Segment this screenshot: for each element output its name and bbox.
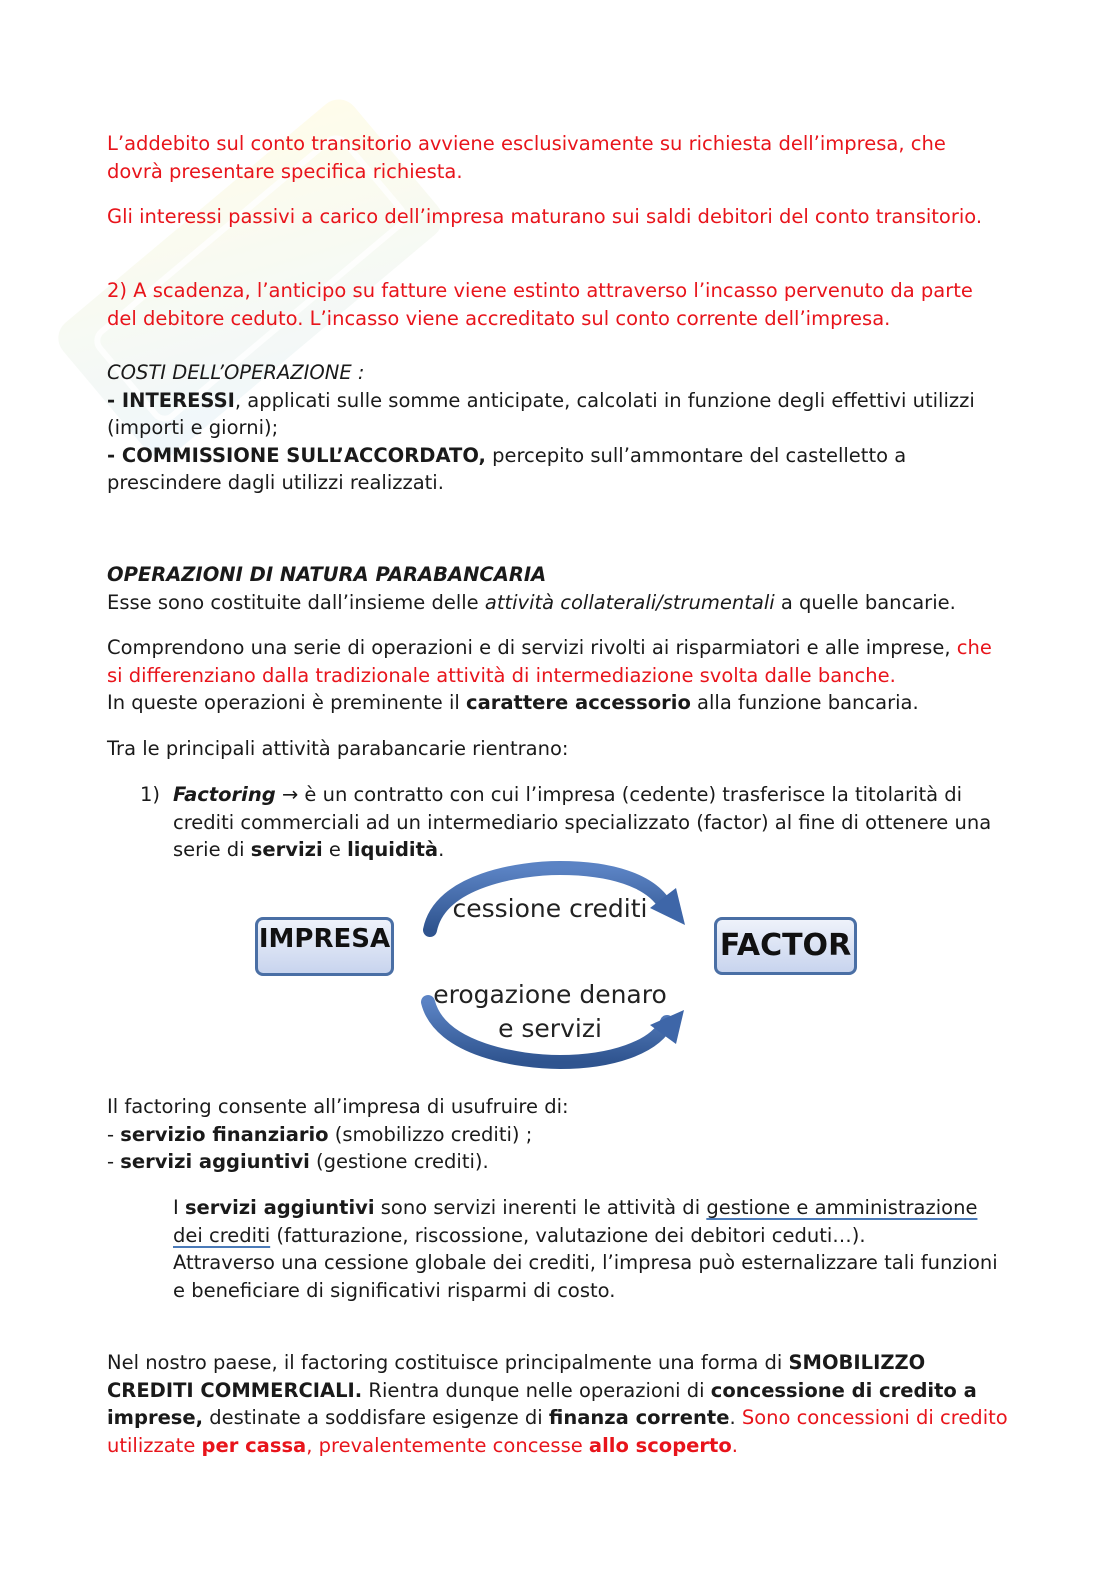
- factoring-definition: è un contratto con cui l’impresa (cedente) trasferisce la titolarità di crediti commerciali ad un intermediario specializzato (factor) al fine di ottenere una serie di: [173, 783, 992, 861]
- smobilizzo-crediti: SMOBILIZZO CREDITI COMMERCIALI.: [107, 1351, 926, 1402]
- preminente-end: alla funzione bancaria.: [690, 691, 919, 714]
- aggiuntivi-section: [173, 1194, 1013, 1304]
- servizio-finanziario-desc: (smobilizzo crediti) ;: [328, 1122, 533, 1146]
- factoring-term: Factoring: [173, 783, 276, 806]
- paragraph-addebito-text: L’addebito sul conto transitorio avviene esclusivamente su richiesta dell’impresa, che dovrà presentare specifica richiesta.: [107, 132, 946, 183]
- right-arrow-icon: →: [281, 783, 299, 806]
- allo-scoperto: allo scoperto: [588, 1433, 732, 1457]
- tra-le-principali: Tra le principali attività parabancarie rientrano:: [107, 737, 569, 760]
- per-cassa: per cassa: [201, 1433, 307, 1457]
- dash-1: -: [107, 1122, 121, 1146]
- servizi-aggiuntivi-desc: (gestione crediti).: [309, 1150, 489, 1173]
- parabancarie-intro-a: Esse sono costituite dall’insieme delle: [107, 590, 485, 614]
- impresa-box: IMPRESA: [255, 917, 394, 976]
- consente-intro: Il factoring consente all’impresa di usufruire di:: [107, 1095, 569, 1118]
- gestione-amministrazione-crediti: gestione e amministrazione dei crediti: [173, 1196, 978, 1247]
- costi-item-commissione-label: - COMMISSIONE SULL’ACCORDATO,: [107, 443, 486, 467]
- paese-red2: , prevalentemente concesse: [306, 1433, 589, 1457]
- costi-item-interessi-label: - INTERESSI: [107, 388, 235, 412]
- aggiuntivi-bold: servizi aggiuntivi: [184, 1196, 375, 1219]
- carattere-accessorio: carattere accessorio: [466, 691, 691, 714]
- paese-c: destinate a soddisfare esigenze di: [203, 1406, 549, 1429]
- paese-section: [107, 1349, 1012, 1459]
- servizi-aggiuntivi: servizi aggiuntivi: [120, 1150, 310, 1173]
- parabancarie-intro-b: a quelle bancarie.: [774, 590, 956, 614]
- finanza-corrente: finanza corrente: [548, 1406, 730, 1429]
- preminente-text: In queste operazioni è preminente il: [107, 691, 467, 714]
- cessione-crediti-label: cessione crediti: [452, 894, 648, 923]
- aggiuntivi-b: sono servizi inerenti le attività di: [374, 1196, 707, 1219]
- comprendono-red-text: che si differenziano dalla tradizionale attività di intermediazione svolta dalle banche.: [107, 636, 992, 687]
- paese-red3: .: [731, 1433, 738, 1457]
- dash-2: -: [107, 1150, 121, 1173]
- erogazione-label-line2: e servizi: [498, 1014, 602, 1043]
- costi-item-commissione-desc: percepito sull’ammontare del castelletto a prescindere dagli utilizzi realizzati.: [107, 443, 907, 494]
- aggiuntivi-c: (fatturazione, riscossione, valutazione dei debitori ceduti…).: [270, 1223, 866, 1247]
- costi-heading: COSTI DELL’OPERAZIONE :: [107, 361, 365, 384]
- parabancarie-heading: OPERAZIONI DI NATURA PARABANCARIA: [107, 563, 547, 586]
- list-number: 1): [140, 783, 161, 806]
- comprendono-text: Comprendono una serie di operazioni e di servizi rivolti ai risparmiatori e alle imprese,: [107, 636, 957, 659]
- parabancarie-intro-italic: attività collaterali/strumentali: [484, 590, 775, 614]
- consente-item-aggiuntivi: [107, 1148, 1007, 1176]
- factor-box: FACTOR: [714, 917, 857, 975]
- consente-section: [107, 1093, 1007, 1176]
- factoring-e: e: [322, 838, 348, 861]
- servizio-finanziario: servizio finanziario: [120, 1122, 329, 1146]
- aggiuntivi-a: I: [173, 1196, 185, 1219]
- concessione-credito: concessione di credito a imprese,: [107, 1378, 977, 1429]
- paese-a: Nel nostro paese, il factoring costituisce principalmente una forma di: [107, 1351, 789, 1374]
- paese-d: .: [729, 1406, 742, 1429]
- consente-item-finanziario: [107, 1121, 1007, 1149]
- factoring-servizi: servizi: [250, 838, 323, 861]
- aggiuntivi-d: Attraverso una cessione globale dei crediti, l’impresa può esternalizzare tali funzioni e beneficiare di significativi risparmi di costo.: [173, 1251, 998, 1302]
- erogazione-label: [420, 978, 680, 1046]
- paragraph-scadenza-text: 2) A scadenza, l’anticipo su fatture viene estinto attraverso l’incasso pervenuto da parte del debitore ceduto. L’incasso viene accreditato sul conto corrente dell’impresa.: [107, 279, 973, 330]
- factoring-liquidita: liquidità: [347, 838, 439, 861]
- paragraph-interessi-text: Gli interessi passivi a carico dell’impresa maturano sui saldi debitori del conto transitorio.: [107, 205, 983, 228]
- erogazione-label-line1: erogazione denaro: [433, 980, 667, 1009]
- factoring-period: .: [438, 838, 445, 861]
- paese-b: Rientra dunque nelle operazioni di: [362, 1378, 711, 1402]
- costi-item-interessi-desc: , applicati sulle somme anticipate, calcolati in funzione degli effettivi utilizzi (importi e giorni);: [107, 388, 975, 439]
- paese-red1: Sono concessioni di credito utilizzate: [107, 1406, 1008, 1457]
